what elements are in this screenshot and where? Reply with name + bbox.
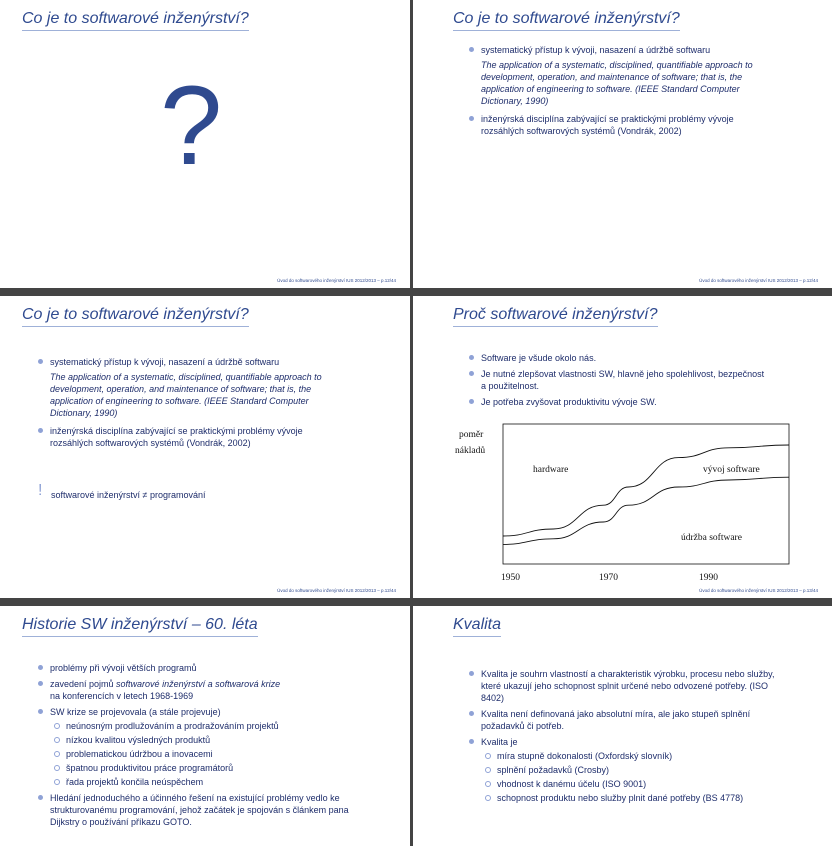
bullet-text: systematický přístup k vývoji, nasazení a údržbě softwaru xyxy=(50,357,280,367)
slide-footer: Úvod do softwarového inženýrství IUS 2012/2013 – p.12/44 xyxy=(277,278,396,283)
question-mark-symbol: ? xyxy=(160,63,223,188)
maintenance-curve xyxy=(503,477,789,544)
list-item xyxy=(36,706,361,788)
slide-title: Co je to softwarové inženýrství? xyxy=(453,10,680,31)
ring-bullet-icon xyxy=(54,737,60,743)
bullet-text: Kvalita je xyxy=(481,737,518,747)
bullet-list xyxy=(36,356,336,453)
list-item xyxy=(36,356,336,419)
sub-item-text: špatnou produktivitou práce programátorů xyxy=(66,763,234,773)
bullet-icon xyxy=(469,116,474,121)
sub-item-text: řada projektů končila neúspěchem xyxy=(66,777,204,787)
list-item xyxy=(36,792,361,828)
bullet-text: zavedení pojmů xyxy=(50,679,117,689)
list-item xyxy=(467,668,777,704)
sub-list xyxy=(481,750,777,804)
sub-item-text: problematickou údržbou a inovacemi xyxy=(66,749,213,759)
x-tick-1990: 1990 xyxy=(699,573,718,583)
sub-item-text: vhodnost k danému účelu (ISO 9001) xyxy=(497,779,647,789)
bullet-icon xyxy=(469,47,474,52)
cost-ratio-chart xyxy=(413,296,832,598)
ring-bullet-icon xyxy=(54,751,60,757)
hardware-curve xyxy=(503,445,789,536)
sub-item-text: míra stupně dokonalosti (Oxfordský slovník) xyxy=(497,751,673,761)
slide-footer: Úvod do softwarového inženýrství IUS 2012/2013 – p.12/44 xyxy=(699,278,818,283)
label-maintenance: údržba software xyxy=(681,533,742,543)
list-item xyxy=(467,708,777,732)
slide-title: Kvalita xyxy=(453,616,501,637)
sub-item-text: nízkou kvalitou výsledných produktů xyxy=(66,735,211,745)
plot-frame xyxy=(503,424,789,564)
sub-list-item xyxy=(50,776,361,788)
sub-list-item xyxy=(481,750,777,762)
bullet-icon xyxy=(469,671,474,676)
sub-list-item xyxy=(481,764,777,776)
sub-list xyxy=(50,720,361,788)
sub-list-item xyxy=(50,720,361,732)
bullet-text: Kvalita je souhrn vlastností a charakteristik výrobku, procesu nebo služby, které ukazují jeho schopnost splnit určené nebo odvozené potřeby. (ISO 8402) xyxy=(481,669,775,703)
bullet-icon xyxy=(38,795,43,800)
bullet-text: problémy při vývoji větších programů xyxy=(50,663,197,673)
bullet-list xyxy=(467,668,777,808)
list-item xyxy=(467,736,777,804)
ring-bullet-icon xyxy=(485,781,491,787)
list-item xyxy=(36,678,361,702)
sub-item-text: neúnosným prodlužováním a prodražováním projektů xyxy=(66,721,279,731)
x-tick-1950: 1950 xyxy=(501,573,520,583)
slide-1 xyxy=(0,0,410,288)
list-item xyxy=(467,113,767,137)
label-hardware: hardware xyxy=(533,465,569,475)
ylabel-line1: poměr xyxy=(459,430,484,440)
slide-title: Co je to softwarové inženýrství? xyxy=(22,10,249,31)
bullet-text: na konferencích v letech 1968-1969 xyxy=(50,691,194,701)
sub-list-item xyxy=(481,778,777,790)
ring-bullet-icon xyxy=(54,723,60,729)
exclamation-icon: ! xyxy=(38,482,43,499)
bullet-text: Je nutné zlepšovat vlastnosti SW, hlavně jeho spolehlivost, bezpečnost a použitelnost. xyxy=(481,369,765,391)
ring-bullet-icon xyxy=(54,765,60,771)
list-item xyxy=(36,662,361,674)
bullet-icon xyxy=(38,665,43,670)
bullet-icon xyxy=(38,428,43,433)
bullet-text: Software je všude okolo nás. xyxy=(481,353,597,363)
sub-item-text: schopnost produktu nebo služby plnit dané potřeby (BS 4778) xyxy=(497,793,744,803)
bullet-text: Kvalita není definovaná jako absolutní míra, ale jako stupeň splnění požadavků či potřeb. xyxy=(481,709,751,731)
bullet-icon xyxy=(38,681,43,686)
slide-2 xyxy=(413,0,832,288)
bullet-icon xyxy=(469,711,474,716)
slide-footer: Úvod do softwarového inženýrství IUS 2012/2013 – p.13/44 xyxy=(699,588,818,593)
sub-list-item xyxy=(481,792,777,804)
slide-4 xyxy=(413,296,832,598)
ieee-quote: The application of a systematic, disciplined, quantifiable approach to development, operation, and maintenance of software; that is, the application of engineering to software. (IEEE Standard Computer Dictionary, 1990) xyxy=(481,60,753,106)
slide-6 xyxy=(413,606,832,846)
bullet-icon xyxy=(469,739,474,744)
note-text: softwarové inženýrství ≠ programování xyxy=(51,490,206,500)
ieee-quote: The application of a systematic, disciplined, quantifiable approach to development, operation, and maintenance of software; that is, the application of engineering to software. (IEEE Standard Computer Dictionary, 1990) xyxy=(50,372,322,418)
bullet-text: Hledání jednoduchého a účinného řešení na existující problémy vedlo ke strukturovanému programování, jehož začátek je spojován s článkem pana Dijkstry o používání příkazu GOTO. xyxy=(50,793,349,827)
list-item xyxy=(36,425,336,449)
bullet-text: SW krize se projevovala (a stále projevuje) xyxy=(50,707,221,717)
ring-bullet-icon xyxy=(485,767,491,773)
bullet-list xyxy=(36,662,361,832)
bullet-icon xyxy=(38,359,43,364)
bullet-emphasis: softwarové inženýrství a softwarová krize xyxy=(116,679,281,689)
bullet-text: Je potřeba zvyšovat produktivitu vývoje SW. xyxy=(481,397,657,407)
bullet-text: inženýrská disciplína zabývající se praktickými problémy vývoje rozsáhlých softwarových systémů (Vondrák, 2002) xyxy=(481,114,734,136)
ylabel-line2: nákladů xyxy=(455,446,486,456)
ring-bullet-icon xyxy=(485,795,491,801)
sub-item-text: splnění požadavků (Crosby) xyxy=(497,765,610,775)
slide-footer: Úvod do softwarového inženýrství IUS 2012/2013 – p.12/44 xyxy=(277,588,396,593)
sub-list-item xyxy=(50,734,361,746)
slide-5 xyxy=(0,606,410,846)
slide-title: Historie SW inženýrství – 60. léta xyxy=(22,616,258,637)
ring-bullet-icon xyxy=(485,753,491,759)
list-item xyxy=(467,44,767,107)
bullet-text: inženýrská disciplína zabývající se praktickými problémy vývoje rozsáhlých softwarových systémů (Vondrák, 2002) xyxy=(50,426,303,448)
bullet-list xyxy=(467,44,767,141)
sub-list-item xyxy=(50,762,361,774)
bullet-text: systematický přístup k vývoji, nasazení a údržbě softwaru xyxy=(481,45,711,55)
bullet-icon xyxy=(38,709,43,714)
slide-title: Co je to softwarové inženýrství? xyxy=(22,306,249,327)
slide-3 xyxy=(0,296,410,598)
sub-list-item xyxy=(50,748,361,760)
label-development: vývoj software xyxy=(703,465,760,475)
slide-title: Proč softwarové inženýrství? xyxy=(453,306,658,327)
ring-bullet-icon xyxy=(54,779,60,785)
x-tick-1970: 1970 xyxy=(599,573,618,583)
